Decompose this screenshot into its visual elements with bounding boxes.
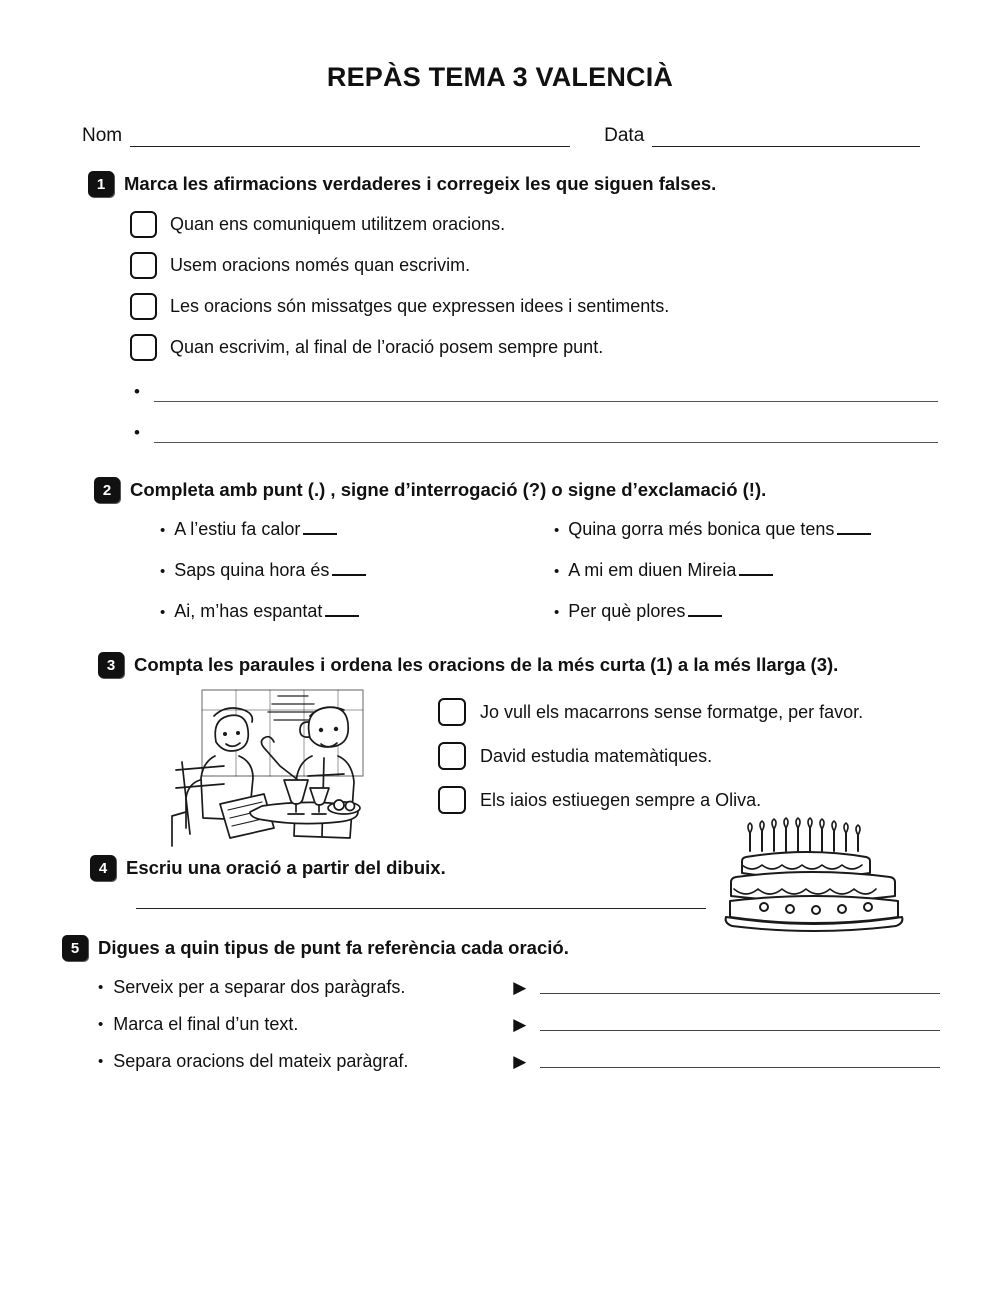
- exercise-1-header: [88, 171, 948, 197]
- bullet-icon: •: [134, 423, 140, 442]
- student-info-row: [82, 125, 920, 151]
- sentence-text: Per què plores: [568, 601, 686, 621]
- punctuation-blank[interactable]: [303, 521, 337, 535]
- checkbox-3[interactable]: [130, 293, 157, 320]
- arrow-right-icon: ▶: [513, 977, 527, 997]
- punctuation-blank[interactable]: [837, 521, 871, 535]
- exercise-2-columns: [160, 519, 948, 642]
- match-answer-line-2[interactable]: [540, 1018, 940, 1031]
- bullet-icon: •: [98, 1016, 104, 1033]
- exercise-2-left-column: [160, 519, 554, 642]
- checkbox-row[interactable]: [130, 211, 948, 238]
- punctuation-blank[interactable]: [688, 603, 722, 617]
- match-row: [98, 977, 940, 998]
- checkbox-row[interactable]: [130, 293, 948, 320]
- match-row: [98, 1014, 940, 1035]
- date-label: Data: [604, 125, 645, 146]
- checkbox-4-label: Quan escrivim, al final de l’oració posem sempre punt.: [170, 337, 604, 357]
- sentence-text: Saps quina hora és: [174, 560, 330, 580]
- sentence-item: [160, 519, 554, 540]
- match-label-1: Serveix per a separar dos paràgrafs.: [113, 977, 406, 997]
- match-answer-line-1[interactable]: [540, 981, 940, 994]
- exercise-5-number: 5: [62, 935, 88, 961]
- checkbox-2-label: Usem oracions només quan escrivim.: [170, 255, 471, 275]
- bullet-icon: •: [98, 1053, 104, 1070]
- match-row: [98, 1051, 940, 1072]
- date-input-line[interactable]: [652, 133, 920, 147]
- sentence-item: [160, 560, 554, 581]
- order-row[interactable]: [438, 742, 863, 770]
- sentence-item: [554, 601, 948, 622]
- exercise-1-number: 1: [88, 171, 114, 197]
- checkbox-3-label: Les oracions són missatges que expressen idees i sentiments.: [170, 296, 670, 316]
- sentence-text: A mi em diuen Mireia: [568, 560, 737, 580]
- arrow-right-icon: ▶: [513, 1051, 527, 1071]
- page-title: REPÀS TEMA 3 VALENCIÀ: [326, 62, 674, 92]
- bullet-icon: •: [98, 979, 104, 996]
- bullet-icon: •: [160, 604, 166, 621]
- exercise-4-prompt: Escriu una oració a partir del dibuix.: [126, 857, 446, 878]
- checkbox-1-label: Quan ens comuniquem utilitzem oracions.: [170, 214, 506, 234]
- exercise-3-number: 3: [98, 652, 124, 678]
- match-label-3: Separa oracions del mateix paràgraf.: [113, 1051, 409, 1071]
- exercise-5-prompt: Digues a quin tipus de punt fa referència cada oració.: [98, 937, 569, 958]
- order-row[interactable]: [438, 698, 863, 726]
- exercise-1: [88, 171, 948, 443]
- sentence-text: A l’estiu fa calor: [174, 519, 301, 539]
- answer-line-row[interactable]: [134, 383, 938, 402]
- match-answer-line-3[interactable]: [540, 1055, 940, 1068]
- bullet-icon: •: [554, 563, 560, 580]
- answer-line-1[interactable]: [154, 390, 938, 402]
- punctuation-blank[interactable]: [739, 562, 773, 576]
- checkbox-2[interactable]: [130, 252, 157, 279]
- order-box-2[interactable]: [438, 742, 466, 770]
- exercise-4-number: 4: [90, 855, 116, 881]
- order-box-3[interactable]: [438, 786, 466, 814]
- bullet-icon: •: [554, 604, 560, 621]
- exercise-2-header: [94, 477, 948, 503]
- exercise-2-right-column: [554, 519, 948, 642]
- exercise-4-answer-line[interactable]: [136, 907, 706, 909]
- name-label: Nom: [82, 125, 123, 146]
- bullet-icon: •: [160, 563, 166, 580]
- exercise-2-number: 2: [94, 477, 120, 503]
- exercise-1-prompt: Marca les afirmacions verdaderes i corregeix les que siguen falses.: [124, 173, 717, 194]
- answer-line-row[interactable]: [134, 424, 938, 443]
- match-label-2: Marca el final d’un text.: [113, 1014, 299, 1034]
- order-box-1[interactable]: [438, 698, 466, 726]
- checkbox-1[interactable]: [130, 211, 157, 238]
- bullet-icon: •: [554, 522, 560, 539]
- sentence-item: [160, 601, 554, 622]
- checkbox-4[interactable]: [130, 334, 157, 361]
- exercise-3-header: [98, 652, 948, 678]
- order-label-2: David estudia matemàtiques.: [480, 745, 713, 766]
- name-input-line[interactable]: [130, 133, 570, 147]
- order-label-3: Els iaios estiuegen sempre a Oliva.: [480, 789, 762, 810]
- restaurant-waiter-drawing: [158, 684, 408, 849]
- exercise-3-prompt: Compta les paraules i ordena les oracions de la més curta (1) a la més llarga (3).: [134, 654, 839, 675]
- order-label-1: Jo vull els macarrons sense formatge, per favor.: [480, 701, 864, 722]
- sentence-item: [554, 560, 948, 581]
- exercise-4: [52, 855, 948, 909]
- bullet-icon: •: [160, 522, 166, 539]
- birthday-cake-drawing: [718, 807, 908, 935]
- exercise-5-header: [62, 935, 948, 961]
- arrow-right-icon: ▶: [513, 1014, 527, 1034]
- punctuation-blank[interactable]: [332, 562, 366, 576]
- sentence-text: Quina gorra més bonica que tens: [568, 519, 835, 539]
- checkbox-row[interactable]: [130, 252, 948, 279]
- sentence-text: Ai, m’has espantat: [174, 601, 323, 621]
- exercise-5: [52, 935, 948, 1072]
- sentence-item: [554, 519, 948, 540]
- exercise-2: [94, 477, 948, 642]
- checkbox-row[interactable]: [130, 334, 948, 361]
- punctuation-blank[interactable]: [325, 603, 359, 617]
- exercise-2-prompt: Completa amb punt (.) , signe d’interrogació (?) o signe d’exclamació (!).: [130, 479, 767, 500]
- bullet-icon: •: [134, 382, 140, 401]
- answer-line-2[interactable]: [154, 431, 938, 443]
